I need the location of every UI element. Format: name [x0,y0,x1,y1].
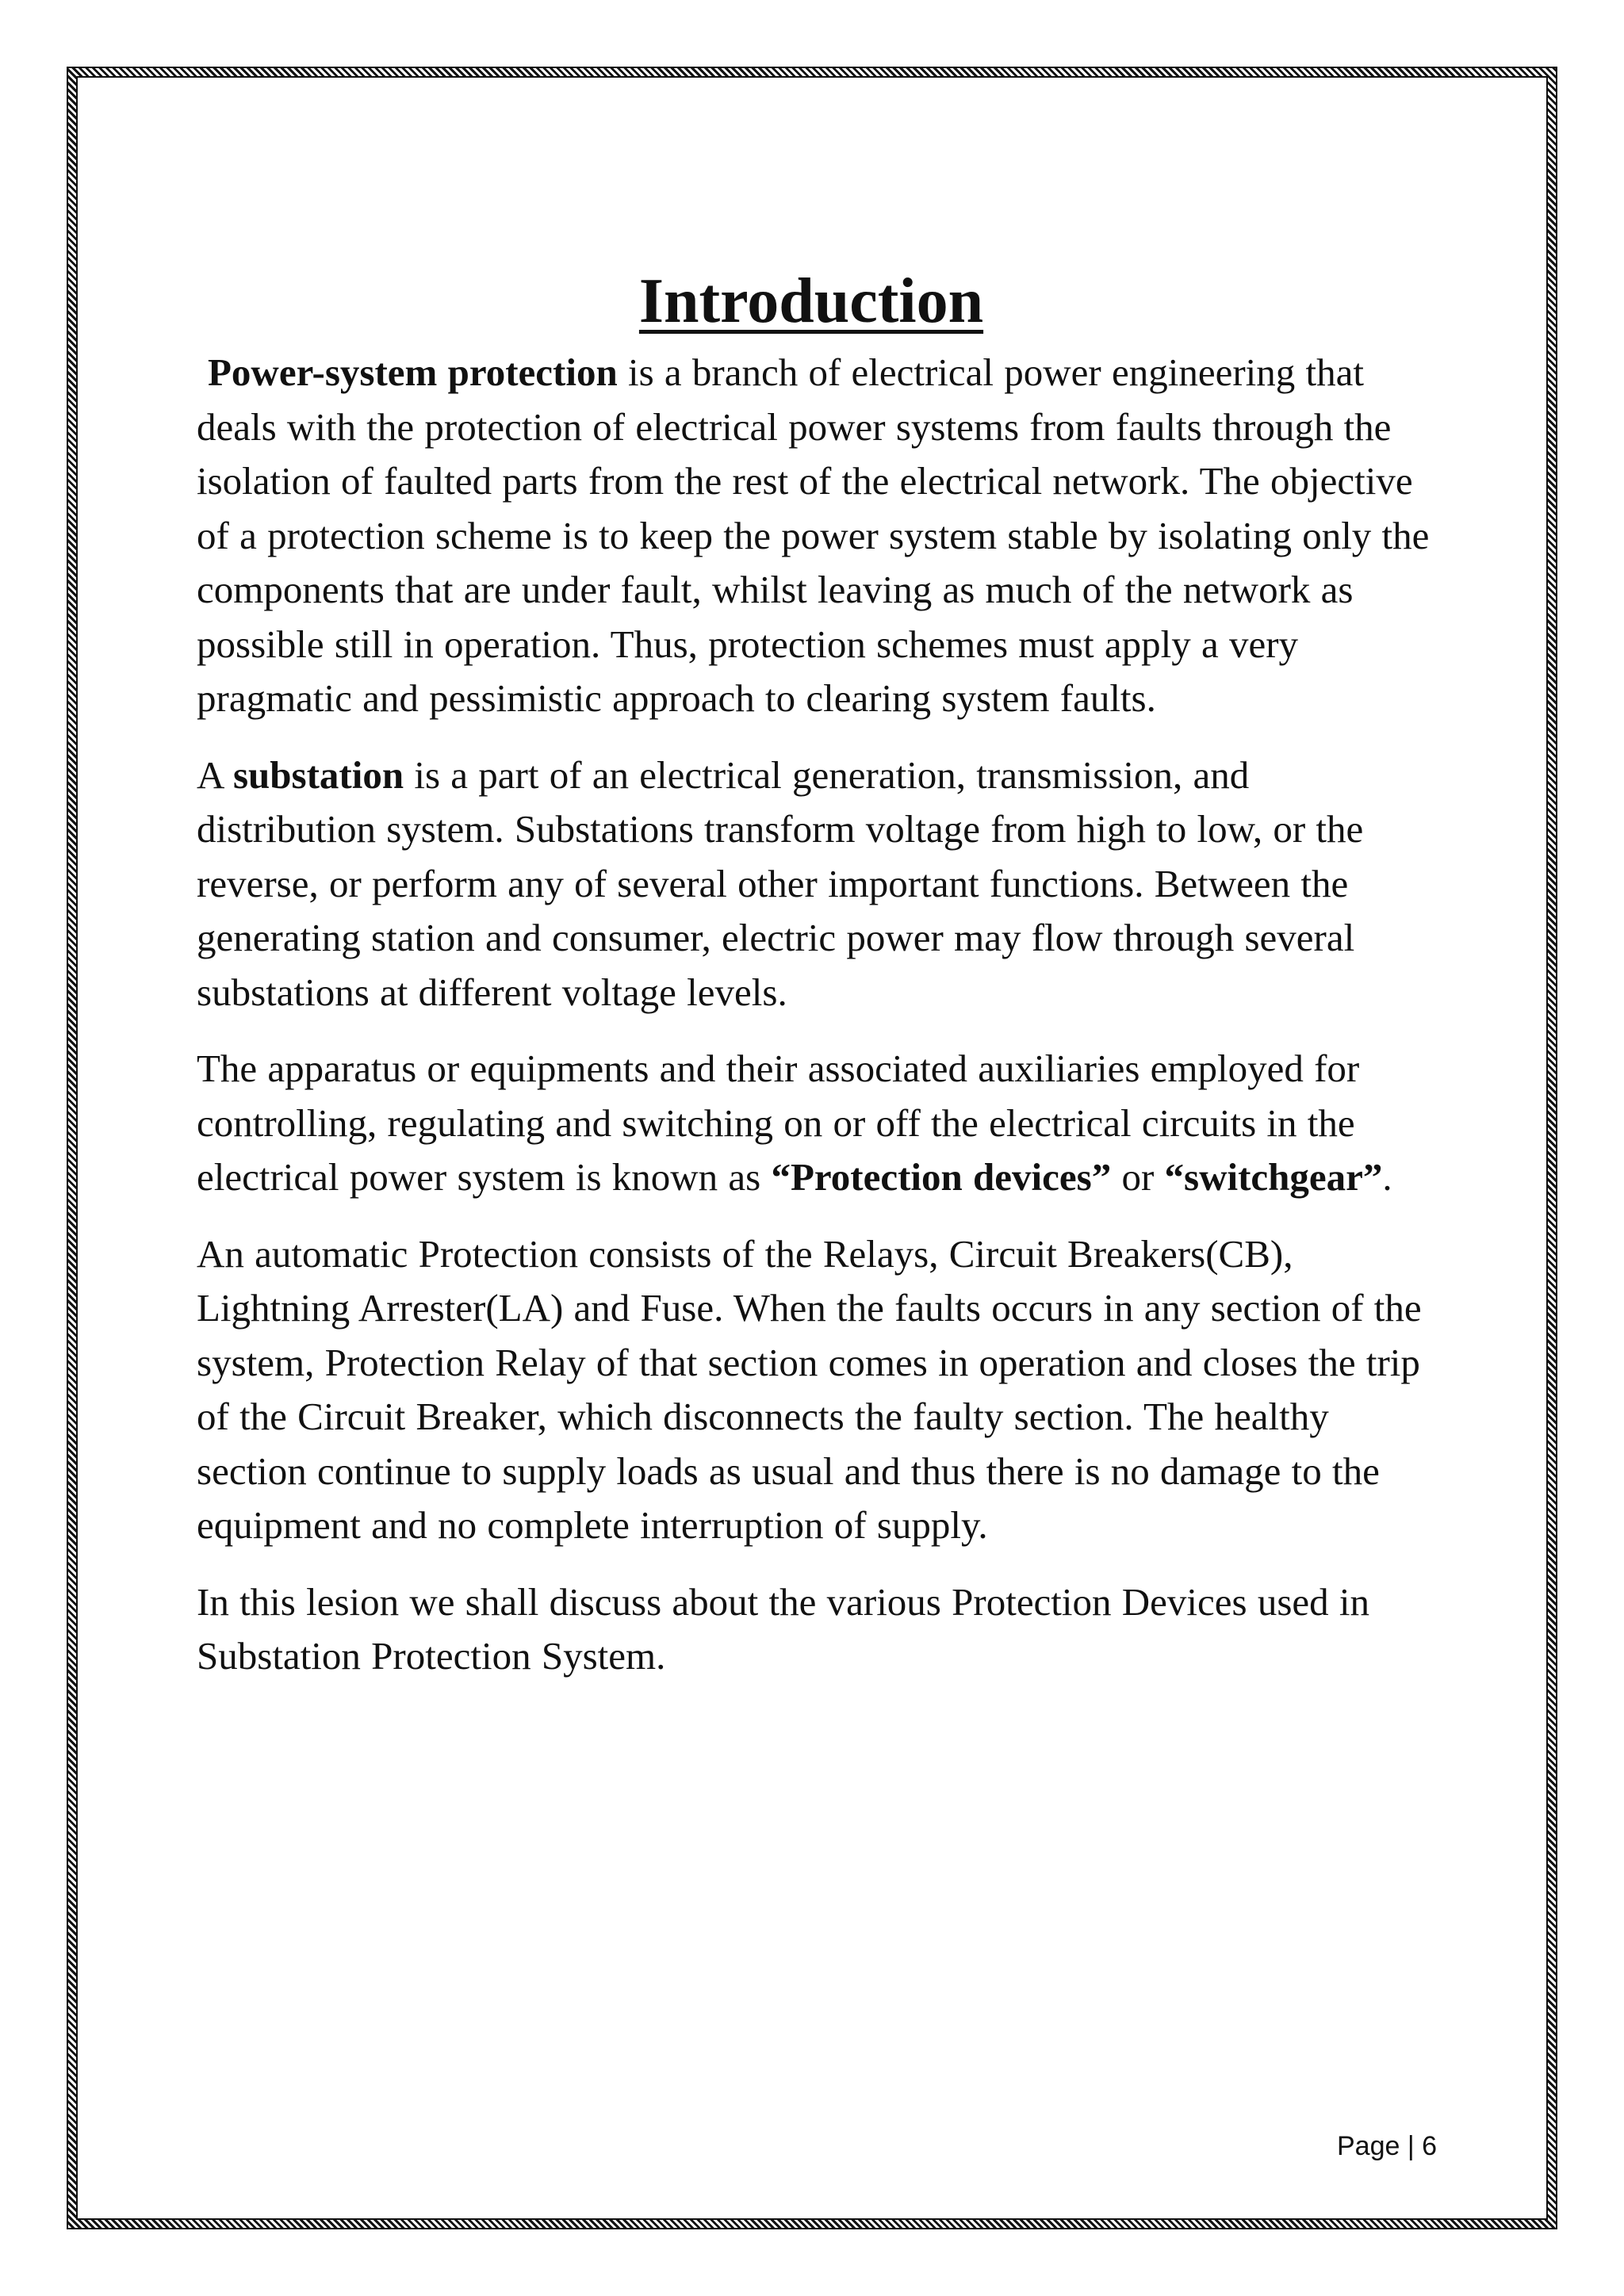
paragraph-suffix: . [1382,1155,1392,1199]
page-number: Page | 6 [1337,2131,1438,2161]
paragraph-text: is a branch of electrical power engineering that deals with the protection of electrical power systems from faults through the isolation of faulted parts from the rest of the electrical network. The objective of a protection scheme is to keep the power system stable by isolating only the components that are under fault, whilst leaving as much of the network as possible still in operation. Thus, protection schemes must apply a very pragmatic and pessimistic approach to clearing system faults. [197,350,1430,720]
bold-term: substation [232,752,404,797]
bold-term: “switchgear” [1164,1155,1383,1199]
paragraph-switchgear [197,1042,1434,1205]
bold-term: “Protection devices” [771,1155,1112,1199]
bold-term: Power-system protection [208,350,618,394]
paragraph-text: In this lesion we shall discuss about the various Protection Devices used in Substation Protection System. [197,1579,1370,1678]
page-title: Introduction [638,266,984,336]
paragraph-text: An automatic Protection consists of the Relays, Circuit Breakers(CB), Lightning Arrester(LA) and Fuse. When the faults occurs in any section of the system, Protection Relay of that section comes in operation and closes the trip of the Circuit Breaker, which disconnects the faulty section. The healthy section continue to supply loads as usual and thus there is no damage to the equipment and no complete interruption of supply. [197,1231,1422,1547]
paragraph-power-system-protection [197,346,1434,726]
paragraph-connector: or [1111,1155,1165,1199]
document-body [197,262,1434,1706]
paragraph-substation [197,748,1434,1020]
paragraph-prefix: A [197,752,233,797]
paragraph-text: is a part of an electrical generation, transmission, and distribution system. Substations transform voltage from high to low, or the reverse, or perform any of several other important functions. Between the generating station and consumer, electric power may flow through several substations at different voltage levels. [197,752,1364,1014]
paragraph-lesson-scope [197,1575,1434,1684]
paragraph-automatic-protection [197,1227,1434,1553]
paragraph-text: The apparatus or equipments and their associated auxiliaries employed for controlling, regulating and switching on or off the electrical circuits in the electrical power system is known as [197,1047,1360,1199]
